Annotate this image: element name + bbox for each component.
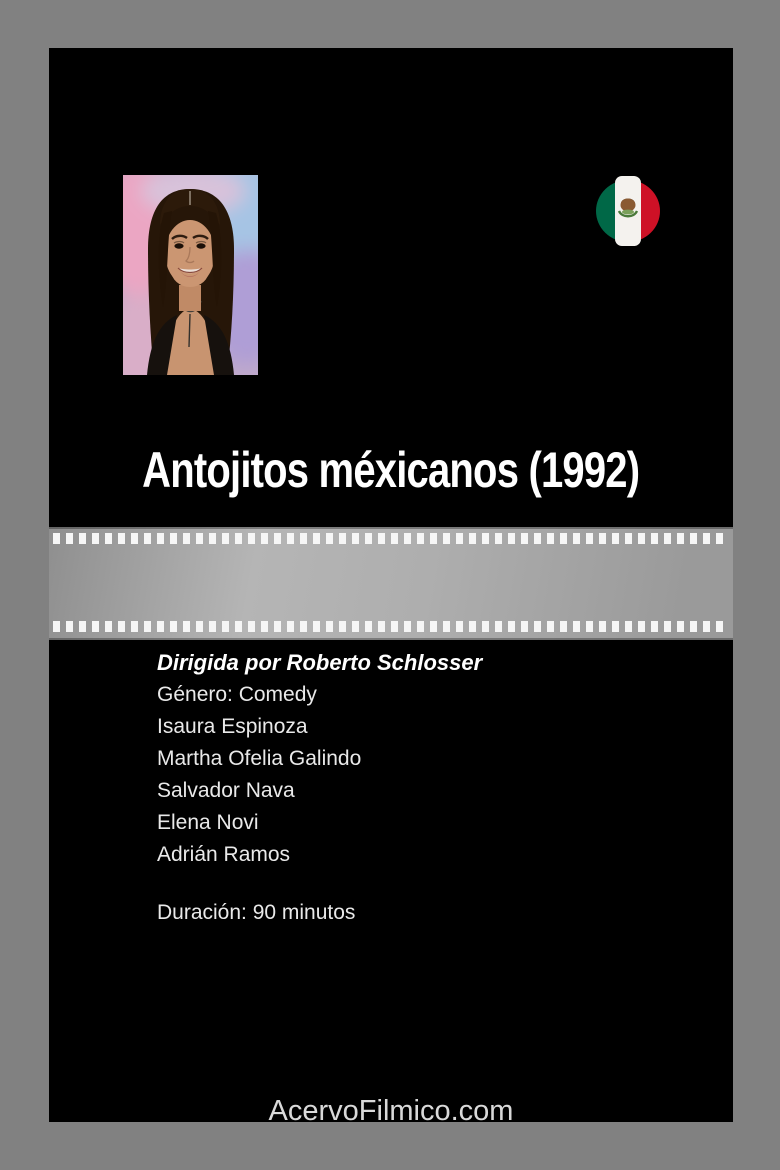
film-strip-sprocket-holes-bottom xyxy=(53,621,729,632)
duration-line: Duración: 90 minutos xyxy=(157,901,356,924)
flag-eagle-emblem xyxy=(616,194,640,224)
director-line: Dirigida por Roberto Schlosser xyxy=(157,650,483,675)
cast-member: Martha Ofelia Galindo xyxy=(157,747,362,770)
footer-site-link[interactable]: AcervoFilmico.com xyxy=(268,1095,514,1122)
actress-portrait-photo xyxy=(123,175,258,375)
movie-title-text: Antojitos méxicanos (1992) xyxy=(142,442,640,498)
movie-title xyxy=(49,442,733,498)
film-strip-divider xyxy=(49,527,733,640)
genre-line: Género: Comedy xyxy=(157,683,317,706)
film-strip-sprocket-holes-top xyxy=(53,533,729,544)
cast-member: Salvador Nava xyxy=(157,779,295,802)
mexico-flag-icon xyxy=(596,176,660,246)
movie-card xyxy=(49,48,733,1122)
credits-block xyxy=(157,647,677,871)
cast-member: Isaura Espinoza xyxy=(157,715,308,738)
cast-member: Elena Novi xyxy=(157,811,259,834)
cast-member: Adrián Ramos xyxy=(157,843,291,866)
portrait-illustration xyxy=(123,175,258,375)
